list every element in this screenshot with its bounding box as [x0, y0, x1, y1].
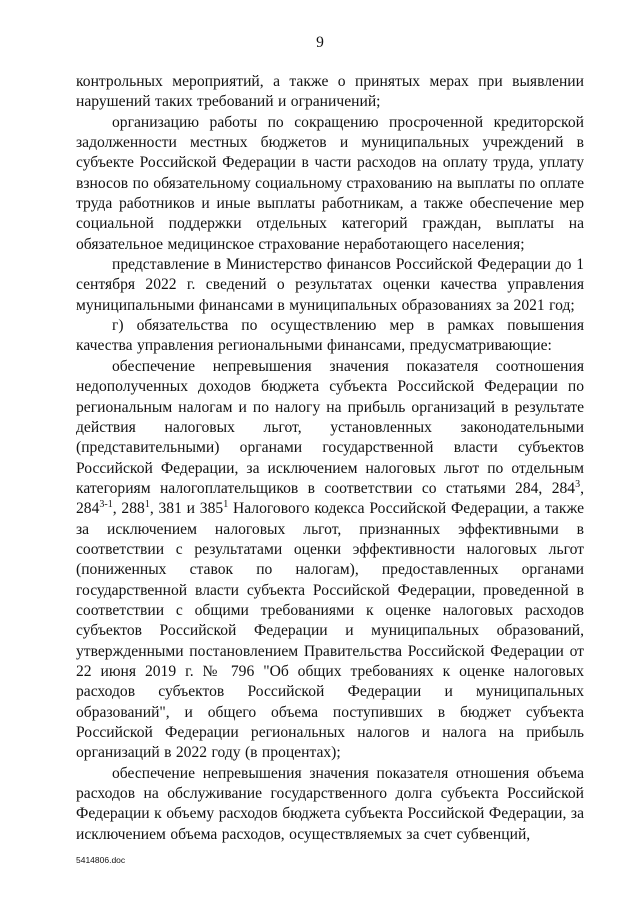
page-number: 9	[316, 34, 324, 51]
document-file-id: 5414806.doc	[76, 855, 126, 865]
paragraph-text: контрольных мероприятий, а также о принятых мерах при выявлении нарушений таких требований и ограничений;	[76, 73, 584, 111]
paragraph-text: представление в Министерство финансов Российской Федерации до 1 сентября 2022 г. сведений о результатах оценки качества управления муниципальными финансами в муниципальных образованиях за 2021 год;	[76, 256, 584, 314]
paragraph-text: обеспечение непревышения значения показателя отношения объема расходов на обслуживание государственного долга субъекта Российской Федерации к объему расходов бюджета субъекта Российской Федерации, за исключением объема расходов, осуществляемых за счет субвенций,	[76, 764, 584, 843]
paragraph-5	[76, 357, 584, 764]
paragraph-3	[76, 255, 584, 316]
paragraph-4	[76, 316, 584, 357]
paragraph-text: , 288	[112, 500, 145, 518]
paragraph-1	[76, 72, 584, 113]
superscript: 1	[144, 499, 150, 511]
paragraph-text: обеспечение непревышения значения показателя соотношения недополученных доходов бюджета субъекта Российской Федерации по региональным налогам и по налогу на прибыль организаций в результате действия налоговых льгот, установленных законодательными (представительными) органами государственной власти субъектов Российской Федерации, за исключением налоговых льгот по отдельным категориям налогоплательщиков в соответствии со статьями 284, 284	[76, 357, 584, 497]
paragraph-2	[76, 113, 584, 255]
paragraph-text: организацию работы по сокращению просроченной кредиторской задолженности местных бюджетов и муниципальных учреждений в субъекте Российской Федерации в части расходов на оплату труда, уплату взносов по обязательному социальному страхованию на выплаты по оплате труда работников и иные выплаты работникам, а также обеспечение мер социальной поддержки отдельных категорий граждан, выплаты на обязательное медицинское страхование неработающего населения;	[76, 113, 584, 253]
document-body	[76, 72, 584, 845]
superscript: 1	[223, 499, 229, 511]
superscript: 3-1	[99, 499, 113, 511]
paragraph-text: Налогового кодекса Российской Федерации, а также за исключением налоговых льгот, признанных эффективными в соответствии с результатами оценки эффективности налоговых льгот (пониженных ставок по налогам), предоставленных органами государственной власти субъекта Российской Федерации, проведенной в соответствии с общими требованиями к оценке налоговых расходов субъектов Российской Федерации и муниципальных образований, утвержденными постановлением Правительства Российской Федерации от 22 июня 2019 г. № 796 "Об общих требованиях к оценке налоговых расходов субъектов Российской Федерации и муниципальных образований", и общего объема поступивших в бюджет субъекта Российской Федерации региональных налогов и налога на прибыль организаций в 2022 году (в процентах);	[76, 500, 584, 762]
paragraph-text: г) обязательства по осуществлению мер в рамках повышения качества управления региональными финансами, предусматривающие:	[76, 317, 584, 355]
paragraph-6	[76, 764, 584, 845]
superscript: 3	[575, 478, 581, 490]
paragraph-text: , 284	[76, 479, 584, 518]
paragraph-text: , 381 и 385	[149, 500, 224, 518]
